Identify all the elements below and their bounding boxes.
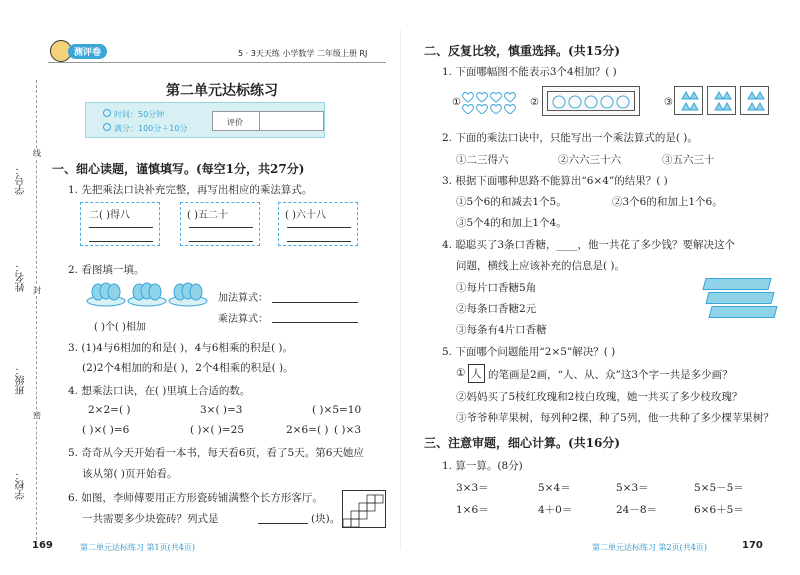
r-q4-opt2: ②每条口香糖2元	[456, 303, 537, 315]
cut-mark-3: 密	[33, 411, 41, 420]
q4-r2-c2: ( )×( )=25	[190, 424, 245, 436]
r-q5-opt3: ③爷爷种苹果树，每列种2棵，种了5列，他一共种了多少棵苹果树？	[456, 412, 774, 424]
margin-id-label: 学号：	[16, 165, 27, 195]
score-icon	[103, 123, 111, 131]
left-footer-text: 第二单元达标练习 第1页(共4页)	[80, 543, 195, 552]
calc-r1-c4: 5×5－5＝	[694, 482, 744, 494]
tile-grid-image	[342, 490, 386, 528]
r-q5-opt1-prefix: ①	[456, 367, 466, 379]
hearts-icon	[462, 88, 522, 114]
r-q2-opt2: ②六六三十六	[558, 154, 621, 166]
r-q3-prompt: 3. 根据下面哪种思路不能算出“6×4”的结果？( )	[442, 175, 668, 187]
calc-r2-c4: 6×6＋5＝	[694, 504, 744, 516]
calc-r1-c1: 3×3＝	[456, 482, 489, 494]
r-q1-opt1-label: ①	[452, 97, 461, 108]
binding-margin	[0, 0, 60, 575]
page-title: 第二单元达标练习	[166, 83, 278, 99]
clock-icon	[103, 109, 111, 117]
r-q4-opt3: ③每条有4片口香糖	[456, 324, 547, 336]
margin-name-label: 姓名：	[16, 262, 27, 292]
q6-line-2: 一共需要多少块瓷砖？列式是	[82, 513, 219, 525]
r-q5-opt1: 的笔画是2画，“人、从、众”这3个字一共是多少画？	[488, 369, 733, 381]
tile-icon	[343, 491, 385, 527]
triangles-icon	[674, 86, 770, 116]
margin-school-label: 学校：	[16, 470, 27, 500]
q4-r2-c4: ( )×3	[334, 424, 362, 436]
r-q3-opt3: ③5个4的和加上1个4。	[456, 217, 567, 229]
section-2-title: 二、反复比较，慎重选择。(共15分)	[424, 44, 621, 58]
q2-add-label: 加法算式：	[218, 293, 268, 304]
egg-box-icon	[542, 86, 640, 116]
r-q5-opt1-char: 人	[468, 364, 485, 383]
q6-unit: (块)。	[311, 513, 341, 525]
q4-r1-c1: 2×2=( )	[88, 404, 131, 416]
calc-r1-c2: 5×4＝	[538, 482, 571, 494]
right-footer-text: 第二单元达标练习 第2页(共4页)	[592, 543, 707, 552]
r-q4-line-1: 4. 聪聪买了3条口香糖，____，他一共花了多少钱？要解决这个	[442, 239, 736, 251]
r-q3-opt2: ②3个6的和加上1个6。	[612, 196, 723, 208]
q2-mul-blank[interactable]	[272, 322, 358, 323]
r-q4-line-2: 问题，横线上应该补充的信息是( )。	[456, 260, 626, 272]
q4-r2-c3: 2×6=( )	[286, 424, 329, 436]
r-q3-opt1: ①5个6的和减去1个5。	[456, 196, 567, 208]
r-q5-prompt: 5. 下面哪个问题能用“2×5”解决？( )	[442, 346, 616, 358]
calc-prompt: 1. 算一算。(8分)	[442, 460, 523, 472]
r-q4-opt1: ①每片口香糖5角	[456, 282, 537, 294]
calc-r1-c3: 5×3＝	[616, 482, 649, 494]
q3-line-2: (2)2个4相加的和是( )，2个4相乘的积是( )。	[82, 362, 294, 374]
left-page-number: 169	[32, 540, 53, 551]
q2-add-blank[interactable]	[272, 302, 358, 303]
r-q1-opt2-label: ②	[530, 97, 539, 108]
q1-box-2: ( )五二十	[180, 202, 260, 246]
q6-line-1: 6. 如图，李师傅要用正方形瓷砖铺满整个长方形客厅。	[68, 492, 323, 504]
time-label: 时间：50分钟	[114, 110, 165, 119]
q5-line-2: 该从第( )页开始看。	[82, 468, 178, 480]
eval-label: 评价	[227, 118, 243, 127]
r-q2-opt1: ①二三得六	[456, 154, 509, 166]
calc-r2-c2: 4＋0＝	[538, 504, 573, 516]
score-label: 满分：100分＋10分	[114, 124, 188, 133]
margin-class-label: 班级：	[16, 365, 27, 395]
q4-r1-c3: ( )×5=10	[312, 404, 362, 416]
info-box	[85, 102, 325, 138]
pear-icon	[86, 279, 208, 307]
q4-r2-c1: ( )×( )=6	[82, 424, 130, 436]
q3-line-1: 3. (1)4与6相加的和是( )，4与6相乘的积是( )。	[68, 342, 294, 354]
q1-box-3: ( )六十八	[278, 202, 358, 246]
right-page-number: 170	[742, 540, 763, 551]
r-q2-opt3: ③五六三十	[662, 154, 715, 166]
badge-label: 测评卷	[68, 44, 107, 59]
r-q1-opt3-label: ③	[664, 97, 673, 108]
q1-box-1: 二( )得八	[80, 202, 160, 246]
calc-r2-c1: 1×6＝	[456, 504, 489, 516]
q5-line-1: 5. 奇奇从今天开始看一本书，每天看6页，看了5天。第6天她应	[68, 447, 364, 459]
badge	[50, 42, 125, 62]
cut-mark-1: 线	[33, 149, 41, 158]
q1-prompt: 1. 先把乘法口诀补充完整，再写出相应的乘法算式。	[68, 184, 313, 196]
pear-plates-image	[86, 279, 208, 307]
q2-prompt: 2. 看图填一填。	[68, 264, 145, 276]
calc-r2-c3: 24－8＝	[616, 504, 658, 516]
r-q2-prompt: 2. 下面的乘法口诀中，只能写出一个乘法算式的是( )。	[442, 132, 698, 144]
series-label: 5 · 3天天练 小学数学 二年级上册 RJ	[238, 49, 368, 58]
q2-mul-label: 乘法算式：	[218, 314, 268, 325]
q4-r1-c2: 3×( )=3	[200, 404, 243, 416]
r-q5-opt2: ②妈妈买了5枝红玫瑰和2枝白玫瑰，她一共买了多少枝玫瑰？	[456, 391, 743, 403]
cut-mark-2: 封	[33, 286, 41, 295]
q6-answer-blank[interactable]	[258, 523, 308, 524]
r-q1-prompt: 1. 下面哪幅图不能表示3个4相加？( )	[442, 66, 617, 78]
section-1-title: 一、细心读题，谨慎填写。(每空1分，共27分)	[52, 162, 305, 176]
gum-icon	[704, 276, 774, 320]
q4-prompt: 4. 想乘法口诀，在( )里填上合适的数。	[68, 385, 251, 397]
section-3-title: 三、注意审题，细心计算。(共16分)	[424, 436, 621, 450]
q2-caption: ( )个( )相加	[94, 322, 146, 333]
